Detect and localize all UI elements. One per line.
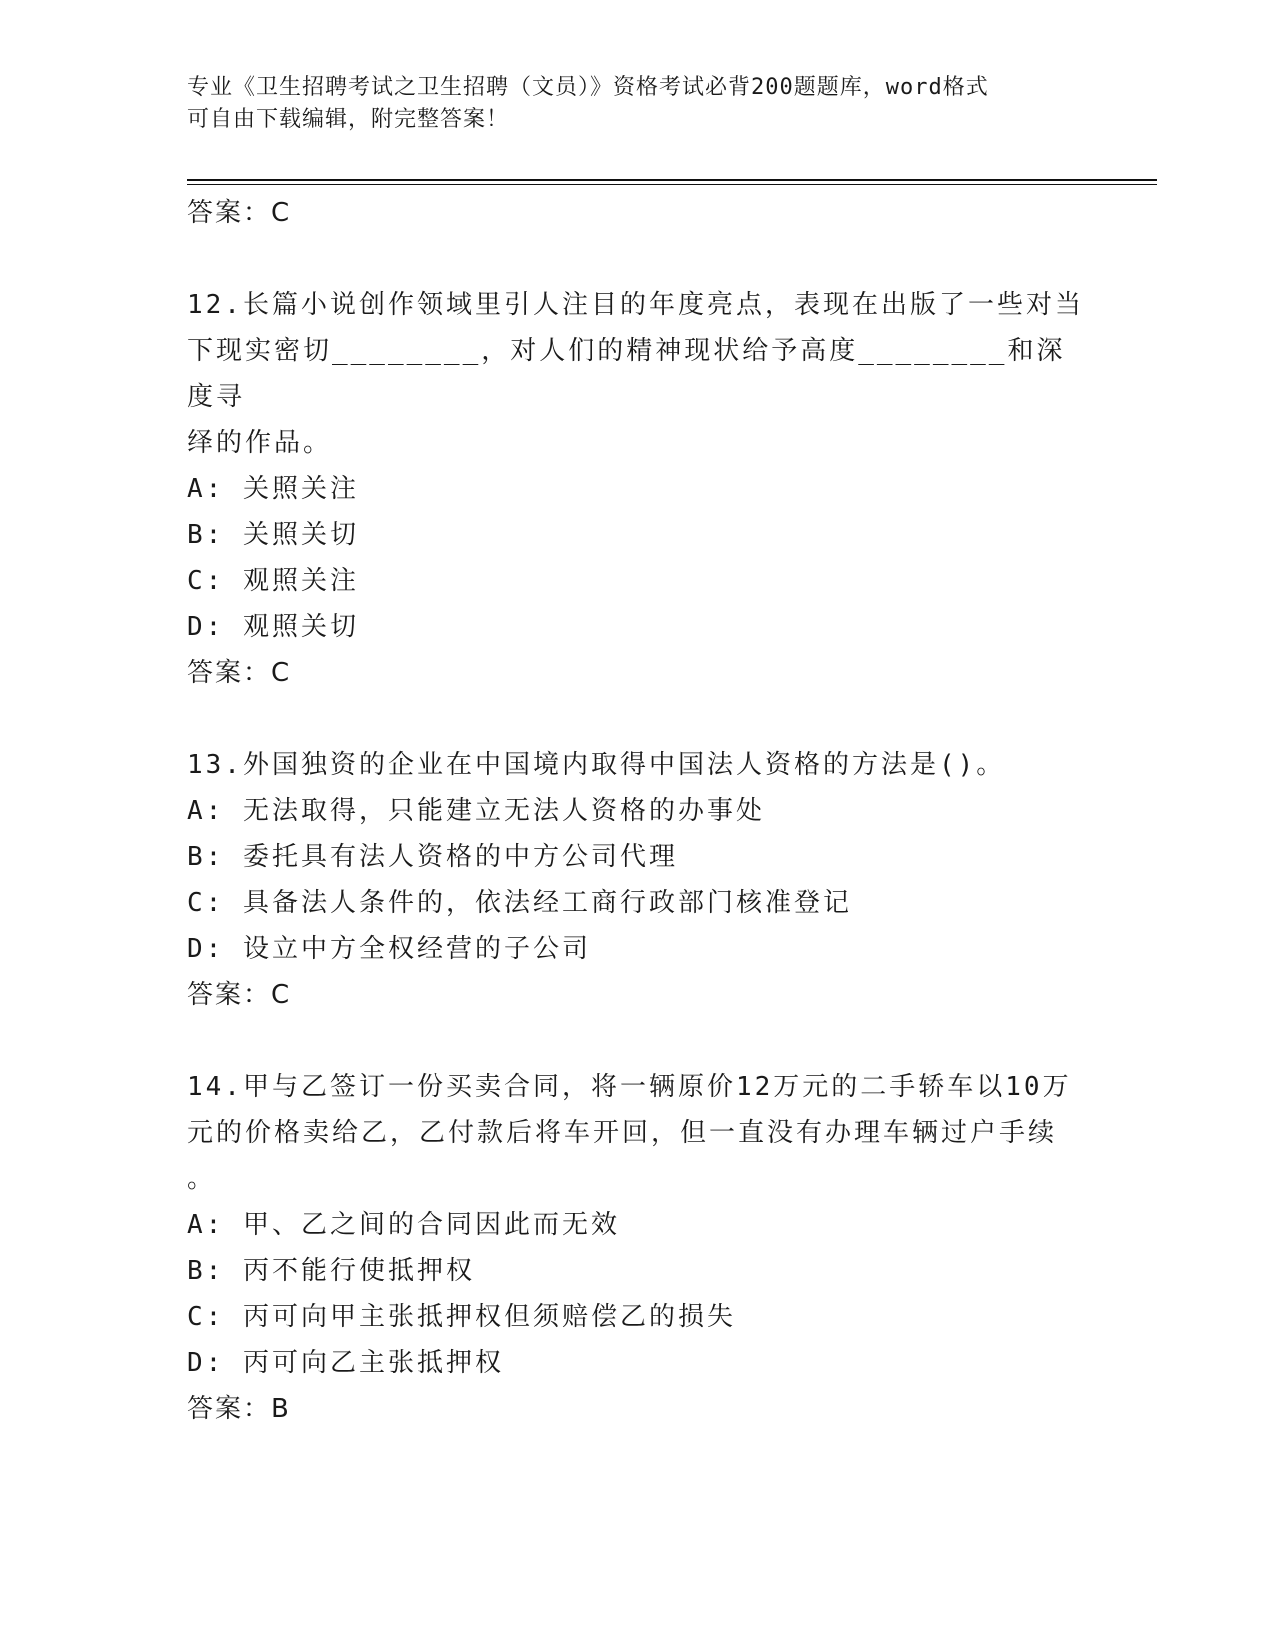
option-a: A: 甲、乙之间的合同因此而无效 xyxy=(187,1210,620,1240)
question-text-line: 。 xyxy=(187,1164,217,1194)
header-line-1: 专业《卫生招聘考试之卫生招聘（文员）》资格考试必背200题题库，word格式 xyxy=(187,75,989,100)
spacer xyxy=(187,696,1087,742)
option-a: A: 无法取得，只能建立无法人资格的办事处 xyxy=(187,796,765,826)
document-header xyxy=(187,72,1087,136)
option-b: B: 丙不能行使抵押权 xyxy=(187,1256,475,1286)
answer-line: 答案：C xyxy=(187,658,292,688)
document-body xyxy=(187,190,1087,1432)
question-text-line: 元的价格卖给乙，乙付款后将车开回，但一直没有办理车辆过户手续 xyxy=(187,1118,1058,1148)
answer-line: 答案：C xyxy=(187,198,292,228)
answer-line: 答案：B xyxy=(187,1394,291,1424)
question-text-line: 12.长篇小说创作领域里引人注目的年度亮点，表现在出版了一些对当 xyxy=(187,290,1084,320)
header-line-2: 可自由下载编辑，附完整答案！ xyxy=(187,107,510,132)
question-text-line: 13.外国独资的企业在中国境内取得中国法人资格的方法是()。 xyxy=(187,750,1006,780)
header-rule-thin xyxy=(187,184,1157,185)
option-b: B: 委托具有法人资格的中方公司代理 xyxy=(187,842,678,872)
option-d: D: 丙可向乙主张抵押权 xyxy=(187,1348,504,1378)
question-text-line: 下现实密切________，对人们的精神现状给予高度________和深度寻 xyxy=(187,336,1066,412)
option-c: C: 观照关注 xyxy=(187,566,359,596)
header-rule-thick xyxy=(187,179,1157,181)
option-a: A: 关照关注 xyxy=(187,474,359,504)
option-b: B: 关照关切 xyxy=(187,520,359,550)
option-c: C: 丙可向甲主张抵押权但须赔偿乙的损失 xyxy=(187,1302,736,1332)
spacer xyxy=(187,1018,1087,1064)
question-block-14 xyxy=(187,1064,1087,1432)
option-c: C: 具备法人条件的，依法经工商行政部门核准登记 xyxy=(187,888,852,918)
question-block-13 xyxy=(187,742,1087,1018)
answer-line: 答案：C xyxy=(187,980,292,1010)
question-text-line: 14.甲与乙签订一份买卖合同，将一辆原价12万元的二手轿车以10万 xyxy=(187,1072,1072,1102)
option-d: D: 设立中方全权经营的子公司 xyxy=(187,934,591,964)
question-block-12 xyxy=(187,282,1087,696)
option-d: D: 观照关切 xyxy=(187,612,359,642)
question-text-line: 绎的作品。 xyxy=(187,428,333,458)
spacer xyxy=(187,236,1087,282)
